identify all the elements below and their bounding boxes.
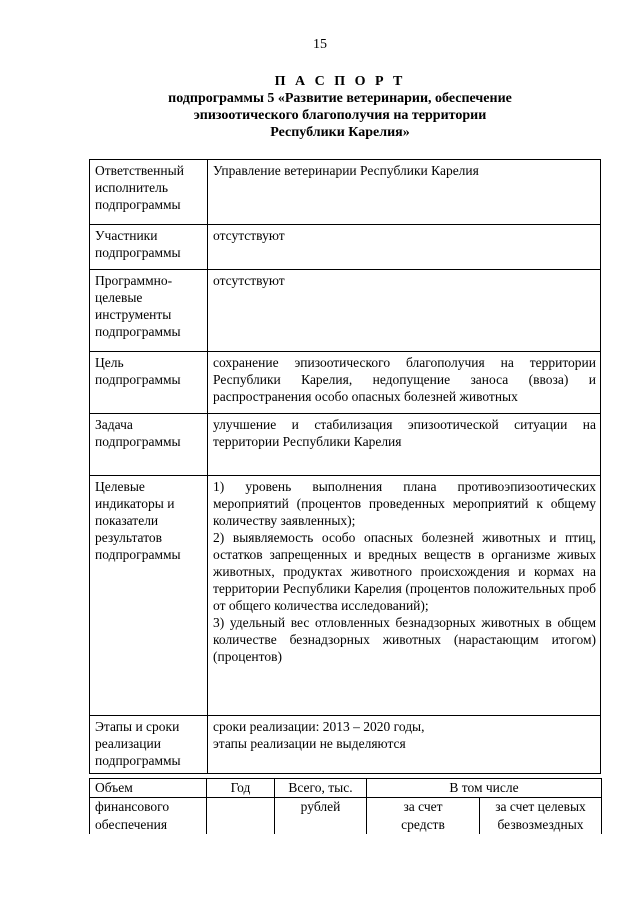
row-label: Целевые индикаторы и показатели результатов подпрограммы <box>90 476 208 716</box>
table-row <box>90 160 601 225</box>
finance-label: обеспечения <box>90 816 207 834</box>
total-cell <box>275 816 367 834</box>
year-header: Год <box>207 779 275 798</box>
total-header: Всего, тыс. <box>275 779 367 798</box>
row-value: 1) уровень выполнения плана противоэпизоотических мероприятий (процентов проведенных мероприятий к общему количеству заявленных); 2) выявляемость особо опасных болезней животных и птиц, остатков запрещенных и вредных веществ в организме живых животных, продуктах животного происхождения и кормах на территории Республики Карелия (процентов положительных проб от общего количества исследований); 3) удельный вес отловленных безнадзорных животных в общем количестве безнадзорных животных (нарастающим итогом) (процентов) <box>208 476 601 716</box>
table-row <box>90 352 601 414</box>
heading-subtitle-line: Республики Карелия» <box>270 125 410 140</box>
table-row <box>90 270 601 352</box>
year-cell <box>207 798 275 817</box>
row-value: улучшение и стабилизация эпизоотической ситуации на территории Республики Карелия <box>208 414 601 476</box>
heading-title: П А С П О Р Т <box>274 74 406 89</box>
table-row <box>90 716 601 774</box>
document-heading <box>60 73 620 141</box>
table-row <box>90 225 601 270</box>
row-value: отсутствуют <box>208 270 601 352</box>
heading-subtitle-line: эпизоотического благополучия на территории <box>193 108 487 123</box>
row-label: Программно-целевые инструменты подпрограммы <box>90 270 208 352</box>
funding-source-header: средств <box>367 816 480 834</box>
table-row <box>90 798 602 817</box>
table-row <box>90 476 601 716</box>
row-value: сроки реализации: 2013 – 2020 годы, этапы реализации не выделяются <box>208 716 601 774</box>
year-cell <box>207 816 275 834</box>
row-label: Участники подпрограммы <box>90 225 208 270</box>
row-label: Задача подпрограммы <box>90 414 208 476</box>
funding-source-header: безвозмездных <box>480 816 602 834</box>
table-row <box>90 414 601 476</box>
including-header: В том числе <box>367 779 602 798</box>
passport-table <box>89 159 601 774</box>
total-header: рублей <box>275 798 367 817</box>
page-number: 15 <box>313 37 327 52</box>
table-row <box>90 779 602 798</box>
row-label: Ответственный исполнитель подпрограммы <box>90 160 208 225</box>
row-label: Цель подпрограммы <box>90 352 208 414</box>
finance-table <box>89 778 602 834</box>
table-row <box>90 816 602 834</box>
row-value: Управление ветеринарии Республики Карелия <box>208 160 601 225</box>
heading-subtitle-line: подпрограммы 5 «Развитие ветеринарии, обеспечение <box>168 91 512 106</box>
funding-source-header: за счет <box>367 798 480 817</box>
finance-label: Объем <box>90 779 207 798</box>
funding-source-header: за счет целевых <box>480 798 602 817</box>
finance-label: финансового <box>90 798 207 817</box>
row-value: сохранение эпизоотического благополучия на территории Республики Карелия, недопущение заноса (ввоза) и распространения особо опасных болезней животных <box>208 352 601 414</box>
row-value: отсутствуют <box>208 225 601 270</box>
row-label: Этапы и сроки реализации подпрограммы <box>90 716 208 774</box>
